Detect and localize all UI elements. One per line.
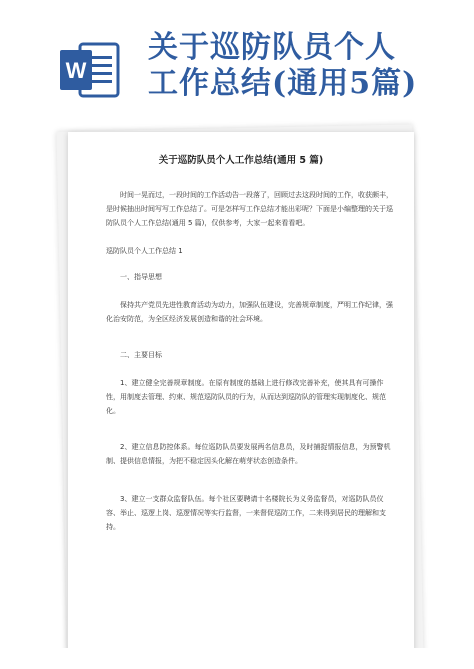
document-page <box>68 132 414 664</box>
subtitle: 巡防队员个人工作总结 1 <box>106 247 183 255</box>
word-icon-letter: W <box>65 58 87 83</box>
title-line-1: 关于巡防队员个人 <box>148 30 396 65</box>
item-3-paragraph: 3、建立一支群众监督队伍。每个社区要聘请十名楼院长为义务监督员，对巡防队员仪容、举止、巡逻上岗、巡逻情况等实行监督，一来督促巡防工作，二来得到居民的理解和支持。 <box>106 495 386 531</box>
item-2-paragraph: 2、建立信息防控体系。每位巡防队员要发展两名信息员，及时捕捉情报信息，为预警机制、提供信息情报，为把不稳定因头化解在萌芽状态创造条件。 <box>106 443 391 465</box>
document-title: 关于巡防队员个人工作总结(通用 5 篇) <box>158 155 324 166</box>
intro-paragraph: 时间一晃而过，一段时间的工作活动告一段落了，回顾过去这段时间的工作，收获颇丰，是时候抽出时间写写工作总结了。可是怎样写工作总结才能出彩呢？下面是小编整理的关于巡防队员个人工作总结(通用 5 篇)，仅供参考，大家一起来看看吧。 <box>106 191 393 227</box>
section1-heading: 一、指导思想 <box>120 273 162 281</box>
section1-paragraph: 保持共产党员先进性教育活动为动力，加强队伍建设，完善规章制度，严明工作纪律，强化治安防范，为全区经济发展创造和谐的社会环境。 <box>106 301 393 323</box>
footer-strip <box>0 648 474 669</box>
header-banner <box>0 0 474 120</box>
page-title <box>148 30 468 102</box>
title-line-2: 工作总结(通用5篇) <box>148 66 418 101</box>
word-document-icon <box>58 40 122 100</box>
section2-heading: 二、主要目标 <box>120 351 162 359</box>
item-1-paragraph: 1、建立健全完善规章制度。在原有制度的基础上进行修改完善补充，使其具有可操作性，用制度去管理、约束、规范巡防队员的行为，从而达到巡防队的管理实现制度化、规范化。 <box>106 379 386 415</box>
